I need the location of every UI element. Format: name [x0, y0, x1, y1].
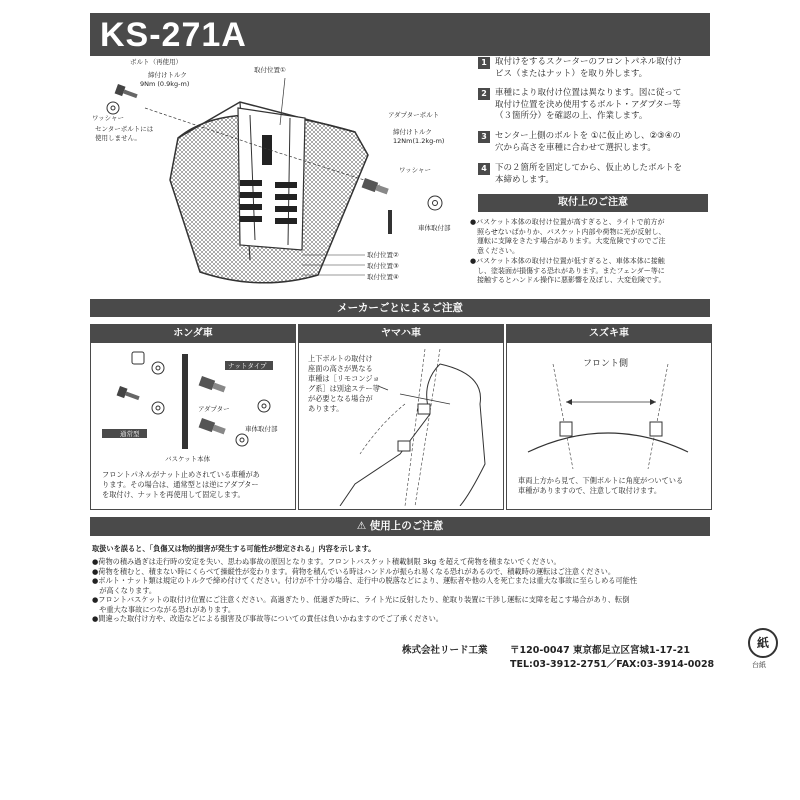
washer-label: ワッシャー	[92, 114, 125, 122]
mount-caution-item-2: ●バスケット本体の取付け位置が低すぎると、車体本体に接触 し、塗装面が損傷する恐れがあります。またフェンダー等に 接触するとハンドル操作に悪影響を及ぼし、大変危険です。	[470, 257, 666, 284]
mount-caution-title: 取付上のご注意	[478, 194, 708, 212]
mount-position-3-label: 取付位置③	[367, 262, 399, 270]
company-tel-fax: TEL:03-3912-2751／FAX:03-3914-0028	[510, 659, 715, 670]
maker-section-title: メーカーごとによるご注意	[90, 299, 710, 317]
front-side-label: フロント側	[583, 359, 629, 369]
washer-2-label: ワッシャー	[399, 166, 432, 174]
product-title: KS-271A	[100, 16, 247, 54]
adapter-bolt-label: アダプターボルト	[388, 111, 440, 119]
step-number: 1	[478, 57, 490, 69]
mount-position-2-label: 取付位置②	[367, 251, 399, 259]
bolt-torque-value: 9Nm (0.9kg-m)	[140, 80, 190, 88]
step-1: 1 取付けをするスクーターのフロントパネル取付け ビス（またはナット）を取り外します。	[478, 57, 708, 80]
honda-text: フロントパネルがナット止めされている車種があ ります。その場合は、通常型とは逆にアダプター を取付け、ナットを再使用して固定します。	[102, 470, 260, 499]
step-4: 4 下の２箇所を固定してから、仮止めしたボルトを 本締めします。	[478, 163, 708, 186]
mount-position-4-label: 取付位置④	[367, 273, 399, 281]
basket-diagram	[90, 60, 470, 295]
suzuki-text: 車両上方から見て、下側ボルトに角度がついている 車種がありますので、注意して取付けます。	[518, 476, 684, 495]
yamaha-title: ヤマハ車	[299, 325, 503, 343]
adapter-torque-value: 12Nm(1.2kg-m)	[393, 137, 445, 145]
step-number: 4	[478, 163, 490, 175]
yamaha-text: 上下ボルトの取付け 座面の高さが異なる 車種は［リモコンジョ グ系］は別途ステー等 が必要となる場合が あります。	[308, 354, 380, 413]
center-bolt-note-2: 使用しません。	[95, 134, 141, 142]
paper-recycle-icon: 紙	[748, 628, 778, 658]
normal-type-label: 通常型	[120, 430, 140, 438]
usage-caution-bar: ⚠ 使用上のご注意	[90, 517, 710, 536]
warning-icon: ⚠	[356, 520, 370, 532]
usage-items: ●荷物の積み過ぎは走行時の安定を失い、思わぬ事故の原因となります。フロントバスケット積載制限 3kg を超えて荷物を積まないでください。 ●荷物を積むと、積まない時にくらべて操縦性が変わります。荷物を積んでいる時はハンドルが振られ易くなる恐れがあるので、積載時の運転はご注意ください。 ●ボルト・ナット類は規定のトルクで締め付けてください。付けが不十分の場合、走行中の脱落などにより、運転者や他の人を死亡または重大な事故に至らしめる可能性 が高くなります。 ●フロントバスケットの取付け位置にご注意ください。高過ぎたり、低過ぎた時に、ライト光に反射したり、舵取り装置に干渉し運転に支障を起こす場合があり、転倒 や重大な事故につながる恐れがあります。 ●間違った取付け方や、改造などによる損害及び事故等についての責任は負いかねますのでご了承ください。	[92, 557, 638, 623]
usage-lead: 取扱いを誤ると、「負傷又は物的損害が発生する可能性が想定される」内容を示します。	[92, 544, 376, 553]
bolt-torque-label: 締付けトルク	[148, 71, 187, 79]
paper-recycle-label: 台紙	[752, 661, 766, 669]
step-2: 2 車種により取付け位置は異なります。図に従って 取付け位置を決め使用するボルト・アダプター等 （３箇所分）を確認の上、作業します。	[478, 88, 708, 123]
nut-type-label: ナットタイプ	[228, 362, 267, 370]
adapter-torque-label: 締付けトルク	[393, 128, 432, 136]
bolt-reuse-label: ボルト（再使用）	[130, 58, 182, 66]
center-bolt-note-1: センターボルトには	[95, 125, 154, 133]
mount-position-1-label: 取付位置①	[254, 66, 286, 74]
honda-title: ホンダ車	[91, 325, 295, 343]
step-number: 3	[478, 131, 490, 143]
suzuki-title: スズキ車	[507, 325, 711, 343]
company-address: 〒120-0047 東京都足立区宮城1-17-21	[510, 645, 690, 656]
body-mount-label: 車体取付部	[418, 224, 451, 232]
honda-adapter-label: アダプター	[198, 405, 230, 413]
company-name: 株式会社リード工業	[402, 645, 488, 656]
mount-caution-item-1: ●バスケット本体の取付け位置が高すぎると、ライトで前方が 照らせないばかりか、バスケット内部や荷物に光が反射し、 運転に支障をきたす場合があります。大変危険ですのでご注 意ください。	[470, 218, 666, 255]
basket-body-label: バスケット本体	[165, 455, 211, 463]
step-3: 3 センター上側のボルトを ①に仮止めし、②③④の 穴から高さを車種に合わせて選択します。	[478, 131, 708, 154]
honda-body-mount-label: 車体取付部	[245, 425, 278, 433]
step-number: 2	[478, 88, 490, 100]
